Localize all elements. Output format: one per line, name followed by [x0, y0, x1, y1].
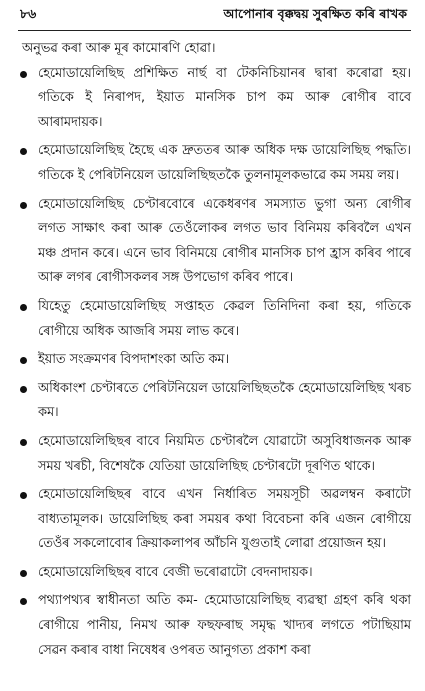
- page-number: ৮৬: [20, 6, 37, 21]
- list-item: [18, 348, 411, 373]
- bullet-icon: [20, 71, 27, 78]
- bullet-icon: [20, 598, 27, 605]
- list-item-text: হেমোডায়েলিছিছৰ বাবে বেজী ভৰোৱাটো বেদনাদায়ক।: [38, 564, 313, 580]
- intro-text: অনুভৱ কৰা আৰু মূৰ কামোৰণি হোৱা।: [22, 41, 216, 56]
- bullet-icon: [20, 357, 27, 364]
- list-item-text: অধিকাংশ চেণ্টাৰতে পেৰিটনিয়েল ডায়েলিছিছতকৈ হেমোডায়েলিছিছ খৰচ কম।: [38, 380, 411, 421]
- bullet-icon: [20, 386, 27, 393]
- list-item-text: হেমোডায়েলিছিছৰ বাবে নিয়মিত চেণ্টাৰলৈ যোৱাটো অসুবিধাজনক আৰু সময় খৰচী, বিশেষকৈ যেতিয়া ডায়েলিছিছ চেণ্টাৰটো দূৰণিত থাকে।: [38, 433, 411, 474]
- bullet-icon: [20, 492, 27, 499]
- list-item-text: হেমোডায়েলিছিছ চেণ্টাৰবোৰে একেধৰণৰ সমস্যাত ভুগা অন্য ৰোগীৰ লগত সাক্ষাৎ কৰা আৰু তেওঁলোকৰ লগত ভাব বিনিময় কৰিবলৈ এখন মঞ্চ প্ৰদান কৰে। এনে ভাব বিনিময়ে ৰোগীৰ মানসিক চাপ হ্ৰাস কৰিব পাৰে আৰু লগৰ ৰোগীসকলৰ সঙ্গ উপভোগ কৰিব পাৰে।: [38, 196, 411, 286]
- bullet-icon: [20, 570, 27, 577]
- list-item: [18, 430, 411, 479]
- list-item-text: হেমোডায়েলিছিছ প্ৰশিক্ষিত নাৰ্ছ বা টেকনিচিয়ানৰ দ্বাৰা কৰোৱা হয়। গতিকে ই নিৰাপদ, ইয়াত মানসিক চাপ কম আৰু ৰোগীৰ বাবে আৰামদায়ক।: [38, 65, 411, 130]
- list-item-text: হেমোডায়েলিছিছৰ বাবে এখন নিৰ্ধাৰিত সময়সূচী অৱলম্বন কৰাটো বাধ্যতামূলক। ডায়েলিছিছ কৰা সময়ৰ কথা বিবেচনা কৰি এজন ৰোগীয়ে তেওঁৰ সকলোবোৰ ক্ৰিয়াকলাপৰ আঁচনি যুগুতাই লোৱা প্ৰয়োজন হয়।: [38, 487, 411, 552]
- list-item: [18, 589, 411, 663]
- list-item: [18, 139, 411, 188]
- bullet-icon: [20, 439, 27, 446]
- list-item: [18, 377, 411, 426]
- list-item: [18, 561, 411, 586]
- list-item: [18, 483, 411, 557]
- bullet-list: [18, 62, 411, 664]
- list-item-text: হেমোডায়েলিছিছ হৈছে এক দ্ৰুততৰ আৰু অধিক দক্ষ ডায়েলিছিছ পদ্ধতি। গতিকে ই পেৰিটনিয়েল ডায়েলিছিছতকৈ তুলনামূলকভাৱে কম সময় লয়।: [38, 143, 411, 183]
- page-header: [18, 4, 411, 31]
- list-item-text: পথ্যাপথ্যৰ স্বাধীনতা অতি কম- হেমোডায়েলিছিছ ব্যৱস্থা গ্ৰহণ কৰি থকা ৰোগীয়ে পানীয়, নিমখ আৰু ফছফৰাছ সমৃদ্ধ খাদ্যৰ লগতে পটাছিয়াম সেৱন কৰাৰ বাধা নিষেধৰ ওপৰত আনুগত্য প্ৰকাশ কৰা: [38, 593, 411, 658]
- list-item: [18, 193, 411, 291]
- list-item-text: যিহেতু হেমোডায়েলিছিছ সপ্তাহত কেৱল তিনিদিনা কৰা হয়, গতিকে ৰোগীয়ে অধিক আজৰি সময় লাভ কৰে।: [38, 298, 411, 339]
- bullet-icon: [20, 202, 27, 209]
- bullet-icon: [20, 304, 27, 311]
- list-item: [18, 295, 411, 344]
- running-title: আপোনাৰ বৃক্কদ্বয় সুৰক্ষিত কৰি ৰাখক: [223, 6, 407, 21]
- list-item-text: ইয়াত সংক্ৰমণৰ বিপদাশংকা অতি কম।: [38, 352, 230, 368]
- list-item: [18, 62, 411, 136]
- bullet-icon: [20, 148, 27, 155]
